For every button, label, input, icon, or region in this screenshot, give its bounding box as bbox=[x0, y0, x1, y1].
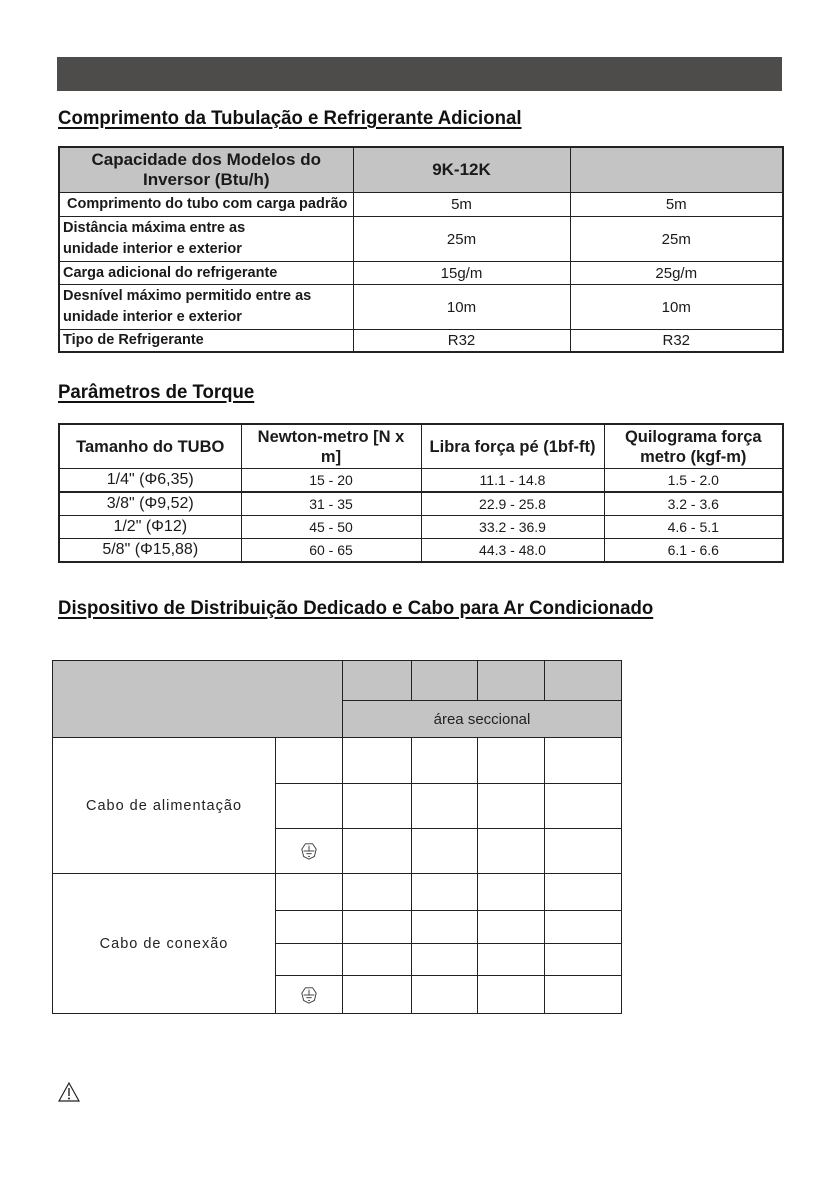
row-label: Tipo de Refrigerante bbox=[59, 330, 353, 353]
value-cell bbox=[343, 874, 412, 911]
value-cell bbox=[343, 911, 412, 944]
value-cell bbox=[343, 829, 412, 874]
torque-nm: 31 - 35 bbox=[241, 492, 421, 516]
value-cell bbox=[412, 976, 478, 1014]
section-title-pipe-length: Comprimento da Tubulação e Refrigerante Adicional bbox=[58, 108, 522, 129]
pipe-length-table bbox=[58, 146, 784, 353]
value-cell bbox=[343, 738, 412, 784]
value-cell bbox=[545, 738, 622, 784]
torque-kgf: 3.2 - 3.6 bbox=[604, 492, 783, 516]
torque-nm: 45 - 50 bbox=[241, 516, 421, 539]
value-cell bbox=[478, 874, 545, 911]
power-cable-label: Cabo de alimentação bbox=[53, 738, 276, 874]
value-cell bbox=[478, 911, 545, 944]
value-cell bbox=[343, 976, 412, 1014]
header-newton-meter: Newton-metro [N x m] bbox=[241, 424, 421, 469]
section-title-torque: Parâmetros de Torque bbox=[58, 382, 255, 403]
header-pipe-size: Tamanho do TUBO bbox=[59, 424, 241, 469]
pipe-size: 1/4" (Φ6,35) bbox=[59, 469, 241, 493]
torque-lbf: 33.2 - 36.9 bbox=[421, 516, 604, 539]
value-cell bbox=[545, 784, 622, 829]
table-row bbox=[59, 285, 783, 330]
row-label: Distância máxima entre as unidade interior e exterior bbox=[59, 217, 353, 262]
value-cell bbox=[412, 784, 478, 829]
ground-symbol-icon bbox=[300, 842, 318, 860]
wire-type-cell bbox=[276, 738, 343, 784]
row-value: R32 bbox=[353, 330, 570, 353]
table-row bbox=[59, 492, 783, 516]
wire-type-cell bbox=[276, 829, 343, 874]
warning-triangle-icon bbox=[58, 1082, 80, 1102]
row-value: 10m bbox=[353, 285, 570, 330]
row-label: Desnível máximo permitido entre as unidade interior e exterior bbox=[59, 285, 353, 330]
value-cell bbox=[412, 874, 478, 911]
torque-nm: 15 - 20 bbox=[241, 469, 421, 493]
header-cell bbox=[545, 661, 622, 701]
value-cell bbox=[478, 738, 545, 784]
torque-kgf: 1.5 - 2.0 bbox=[604, 469, 783, 493]
value-cell bbox=[478, 944, 545, 976]
table-row bbox=[59, 262, 783, 285]
table-row bbox=[59, 516, 783, 539]
value-cell bbox=[545, 911, 622, 944]
torque-kgf: 6.1 - 6.6 bbox=[604, 539, 783, 563]
table-header-row bbox=[53, 661, 622, 701]
torque-kgf: 4.6 - 5.1 bbox=[604, 516, 783, 539]
wire-type-cell bbox=[276, 976, 343, 1014]
value-cell bbox=[478, 976, 545, 1014]
value-cell bbox=[412, 738, 478, 784]
table-header-row bbox=[59, 147, 783, 193]
row-value: 10m bbox=[570, 285, 783, 330]
table-row bbox=[53, 738, 622, 784]
header-kgf-meter: Quilograma força metro (kgf-m) bbox=[604, 424, 783, 469]
connection-cable-label: Cabo de conexão bbox=[53, 874, 276, 1014]
row-value: 25m bbox=[570, 217, 783, 262]
value-cell bbox=[343, 784, 412, 829]
ground-symbol-icon bbox=[300, 986, 318, 1004]
table-row bbox=[59, 539, 783, 563]
torque-table bbox=[58, 423, 784, 563]
pipe-size: 1/2" (Φ12) bbox=[59, 516, 241, 539]
pipe-size: 3/8" (Φ9,52) bbox=[59, 492, 241, 516]
table-header-row bbox=[59, 424, 783, 469]
table-row bbox=[59, 469, 783, 493]
row-value: 5m bbox=[353, 193, 570, 217]
value-cell bbox=[343, 944, 412, 976]
header-pound-force-foot: Libra força pé (1bf-ft) bbox=[421, 424, 604, 469]
row-value: 25m bbox=[353, 217, 570, 262]
table-row bbox=[59, 217, 783, 262]
value-cell bbox=[478, 784, 545, 829]
row-value: R32 bbox=[570, 330, 783, 353]
header-banner bbox=[57, 57, 782, 91]
header-cell bbox=[478, 661, 545, 701]
row-label: Carga adicional do refrigerante bbox=[59, 262, 353, 285]
row-value: 15g/m bbox=[353, 262, 570, 285]
header-model-9k-12k: 9K-12K bbox=[353, 147, 570, 193]
value-cell bbox=[545, 829, 622, 874]
table-row bbox=[53, 874, 622, 911]
section-title-cable: Dispositivo de Distribuição Dedicado e Cabo para Ar Condicionado bbox=[58, 598, 654, 619]
value-cell bbox=[412, 944, 478, 976]
header-capacity-label: Capacidade dos Modelos do Inversor (Btu/h) bbox=[59, 147, 353, 193]
pipe-size: 5/8" (Φ15,88) bbox=[59, 539, 241, 563]
value-cell bbox=[545, 976, 622, 1014]
header-cell bbox=[343, 661, 412, 701]
value-cell bbox=[412, 911, 478, 944]
value-cell bbox=[478, 829, 545, 874]
row-value: 5m bbox=[570, 193, 783, 217]
row-value: 25g/m bbox=[570, 262, 783, 285]
torque-nm: 60 - 65 bbox=[241, 539, 421, 563]
value-cell bbox=[545, 874, 622, 911]
torque-lbf: 22.9 - 25.8 bbox=[421, 492, 604, 516]
torque-lbf: 11.1 - 14.8 bbox=[421, 469, 604, 493]
value-cell bbox=[412, 829, 478, 874]
header-cross-section-area: área seccional bbox=[343, 701, 622, 738]
header-cell bbox=[412, 661, 478, 701]
row-label: Comprimento do tubo com carga padrão bbox=[59, 193, 353, 217]
header-model-empty bbox=[570, 147, 783, 193]
wire-type-cell bbox=[276, 874, 343, 911]
wire-type-cell bbox=[276, 911, 343, 944]
table-row bbox=[59, 193, 783, 217]
wire-type-cell bbox=[276, 944, 343, 976]
torque-lbf: 44.3 - 48.0 bbox=[421, 539, 604, 563]
table-row bbox=[59, 330, 783, 353]
value-cell bbox=[545, 944, 622, 976]
header-blank bbox=[53, 661, 343, 738]
cable-table bbox=[52, 660, 622, 1014]
wire-type-cell bbox=[276, 784, 343, 829]
